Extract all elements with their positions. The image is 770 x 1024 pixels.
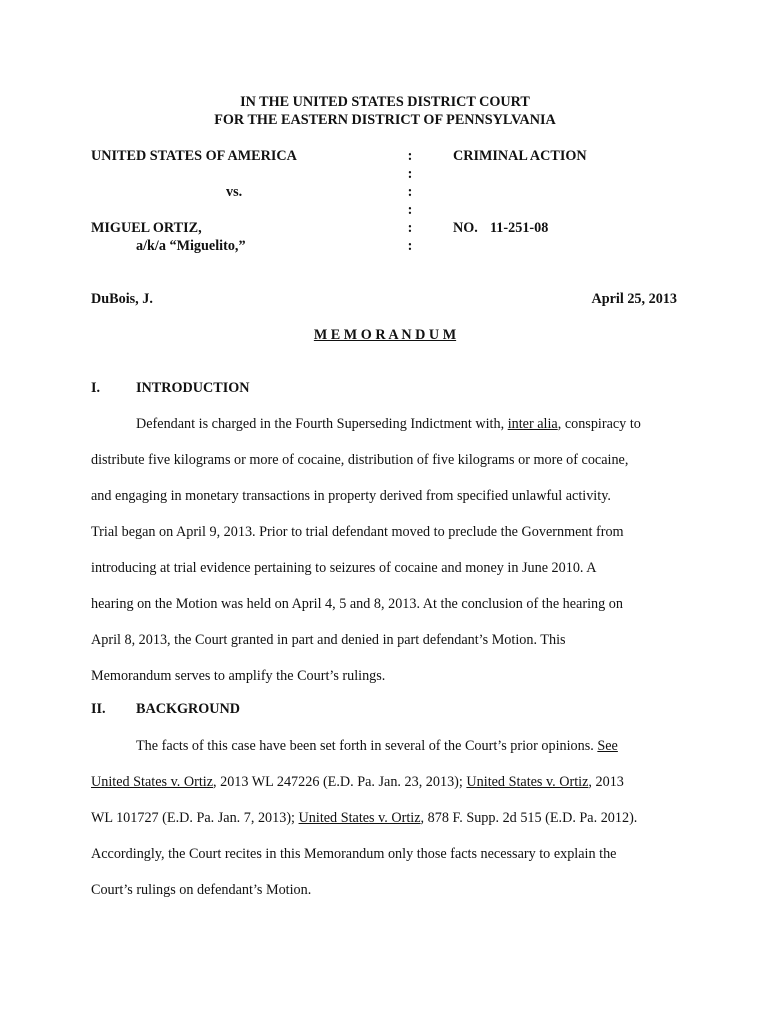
memo-date: April 25, 2013	[591, 291, 677, 307]
section-number: I.	[91, 380, 101, 396]
citation-signal: inter alia	[507, 416, 558, 432]
court-heading-line2: FOR THE EASTERN DISTRICT OF PENNSYLVANIA	[214, 112, 556, 128]
paragraph-line: hearing on the Motion was held on April 4, 5 and 8, 2013. At the conclusion of the hearing on	[91, 596, 623, 612]
defendant-name: MIGUEL ORTIZ,	[91, 220, 202, 236]
paragraph-line: introducing at trial evidence pertaining to seizures of cocaine and money in June 2010. A	[91, 560, 597, 576]
section-number: II.	[91, 701, 106, 717]
court-heading-line1: IN THE UNITED STATES DISTRICT COURT	[240, 94, 530, 110]
case-citation: United States v. Ortiz	[298, 810, 421, 826]
caption-colon: :	[407, 220, 413, 236]
text-run: , 878 F. Supp. 2d 515 (E.D. Pa. 2012).	[420, 810, 638, 826]
text-run: , 2013 WL 247226 (E.D. Pa. Jan. 23, 2013);	[213, 774, 467, 790]
caption-colon: :	[407, 202, 413, 218]
text-run: , 2013	[588, 774, 624, 790]
text-run: Defendant is charged in the Fourth Superseding Indictment with,	[136, 416, 508, 432]
text-run: , conspiracy to	[557, 416, 641, 432]
case-number-label: NO.	[453, 220, 478, 236]
case-citation: United States v. Ortiz	[91, 774, 214, 790]
intro-paragraph	[91, 406, 681, 694]
caption-colon: :	[407, 148, 413, 164]
paragraph-line: Memorandum serves to amplify the Court’s rulings.	[91, 668, 386, 684]
case-citation: United States v. Ortiz	[466, 774, 589, 790]
defendant-alias: a/k/a “Miguelito,”	[136, 238, 246, 254]
plaintiff-name: UNITED STATES OF AMERICA	[91, 148, 297, 164]
paragraph-line: Accordingly, the Court recites in this Memorandum only those facts necessary to explain the	[91, 846, 617, 862]
versus-label: vs.	[226, 184, 243, 200]
section-heading: INTRODUCTION	[136, 380, 250, 396]
background-paragraph	[91, 728, 681, 908]
citation-signal: See	[597, 738, 618, 754]
criminal-action-label: CRIMINAL ACTION	[453, 148, 587, 164]
paragraph-line: April 8, 2013, the Court granted in part and denied in part defendant’s Motion. This	[91, 632, 566, 648]
case-number: 11-251-08	[490, 220, 549, 236]
paragraph-line	[91, 728, 681, 764]
memorandum-title: M E M O R A N D U M	[313, 327, 457, 343]
text-run: WL 101727 (E.D. Pa. Jan. 7, 2013);	[91, 810, 299, 826]
paragraph-line: distribute five kilograms or more of cocaine, distribution of five kilograms or more of cocaine,	[91, 452, 629, 468]
paragraph-line	[91, 800, 681, 836]
caption-colon: :	[407, 238, 413, 254]
paragraph-line	[91, 406, 681, 442]
paragraph-line: Court’s rulings on defendant’s Motion.	[91, 882, 312, 898]
caption-colon: :	[407, 166, 413, 182]
text-run: The facts of this case have been set forth in several of the Court’s prior opinions.	[136, 738, 598, 754]
paragraph-line: Trial began on April 9, 2013. Prior to trial defendant moved to preclude the Government from	[91, 524, 624, 540]
section-heading: BACKGROUND	[136, 701, 241, 717]
paragraph-line: and engaging in monetary transactions in property derived from specified unlawful activity.	[91, 488, 611, 504]
paragraph-line	[91, 764, 681, 800]
judge-name: DuBois, J.	[91, 291, 153, 307]
caption-colon: :	[407, 184, 413, 200]
